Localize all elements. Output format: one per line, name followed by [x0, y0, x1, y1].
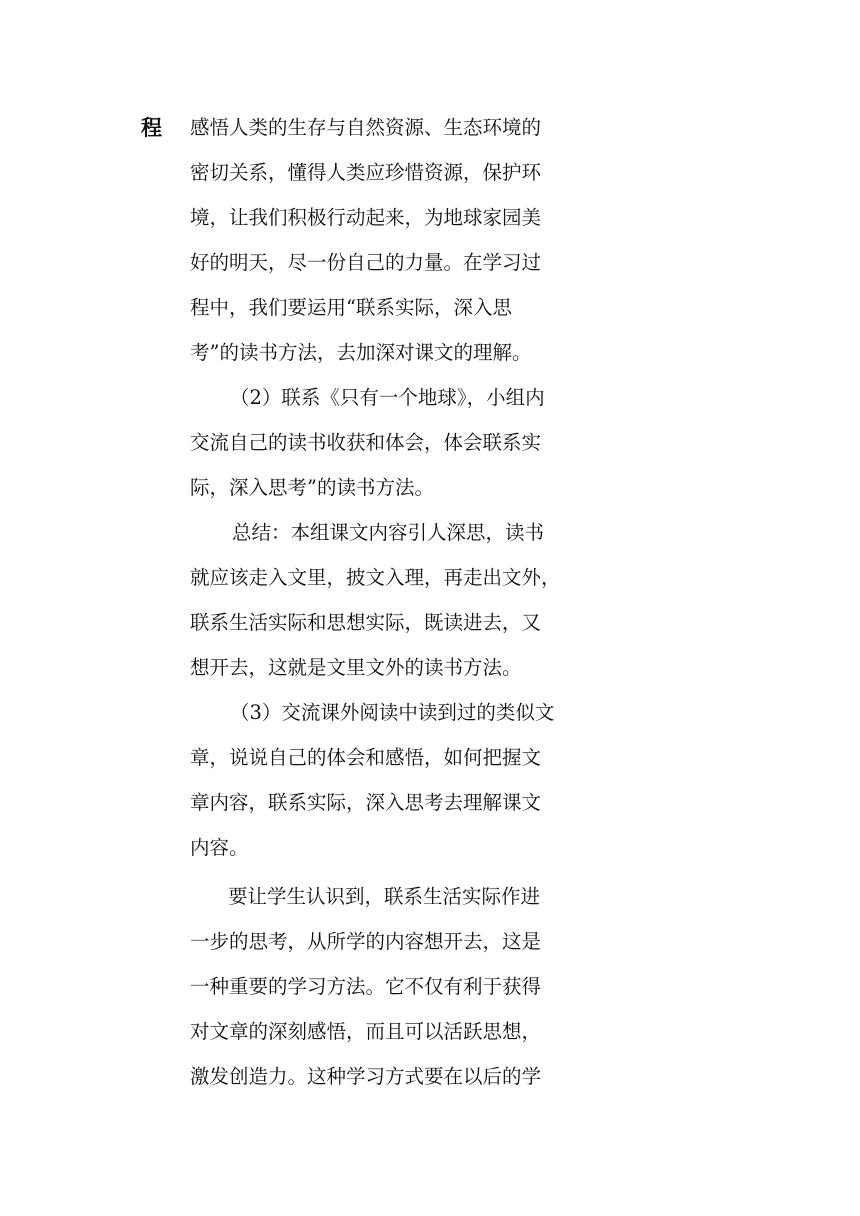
- text-line: 想开去，这就是文里文外的读书方法。: [190, 656, 522, 679]
- text-line: 际，深入思考”的读书方法。: [190, 476, 434, 499]
- text-line: （2）联系《只有一个地球》，小组内: [230, 386, 545, 409]
- text-line: 感悟人类的生存与自然资源、生态环境的: [190, 116, 542, 139]
- text-line: 章内容，联系实际，深入思考去理解课文: [190, 791, 542, 814]
- text-line: 总结：本组课文内容引人深思，读书: [232, 521, 545, 544]
- text-line: 要让学生认识到，联系生活实际作进: [228, 885, 541, 908]
- text-line: 交流自己的读书收获和体会，体会联系实: [190, 431, 542, 454]
- text-line: 内容。: [190, 836, 249, 859]
- text-line: 程中，我们要运用“联系实际，深入思: [190, 296, 512, 319]
- text-line: 一种重要的学习方法。它不仅有利于获得: [190, 975, 542, 998]
- text-line: 章，说说自己的体会和感悟，如何把握文: [190, 746, 542, 769]
- text-line: 联系生活实际和思想实际，既读进去，又: [190, 611, 542, 634]
- text-line: 就应该走入文里，披文入理，再走出文外，: [190, 566, 561, 589]
- text-line: 好的明天，尽一份自己的力量。在学习过: [190, 251, 542, 274]
- paragraph-1: [190, 112, 556, 382]
- text-line: 一步的思考，从所学的内容想开去，这是: [190, 930, 542, 953]
- paragraph-3: [190, 517, 561, 697]
- text-line: 对文章的深刻感悟，而且可以活跃思想，: [190, 1020, 542, 1043]
- row-label: 程: [141, 116, 162, 140]
- paragraph-5: [190, 881, 556, 1106]
- text-line: 密切关系，懂得人类应珍惜资源，保护环: [190, 161, 542, 184]
- text-line: 激发创造力。这种学习方式要在以后的学: [190, 1065, 542, 1088]
- text-line: 境，让我们积极行动起来，为地球家园美: [190, 206, 542, 229]
- text-line: 考”的读书方法，去加深对课文的理解。: [190, 341, 532, 364]
- text-line: （3）交流课外阅读中读到过的类似文: [230, 701, 555, 724]
- paragraph-4: [190, 697, 556, 877]
- paragraph-2: [190, 382, 556, 517]
- document-body: [190, 112, 561, 1106]
